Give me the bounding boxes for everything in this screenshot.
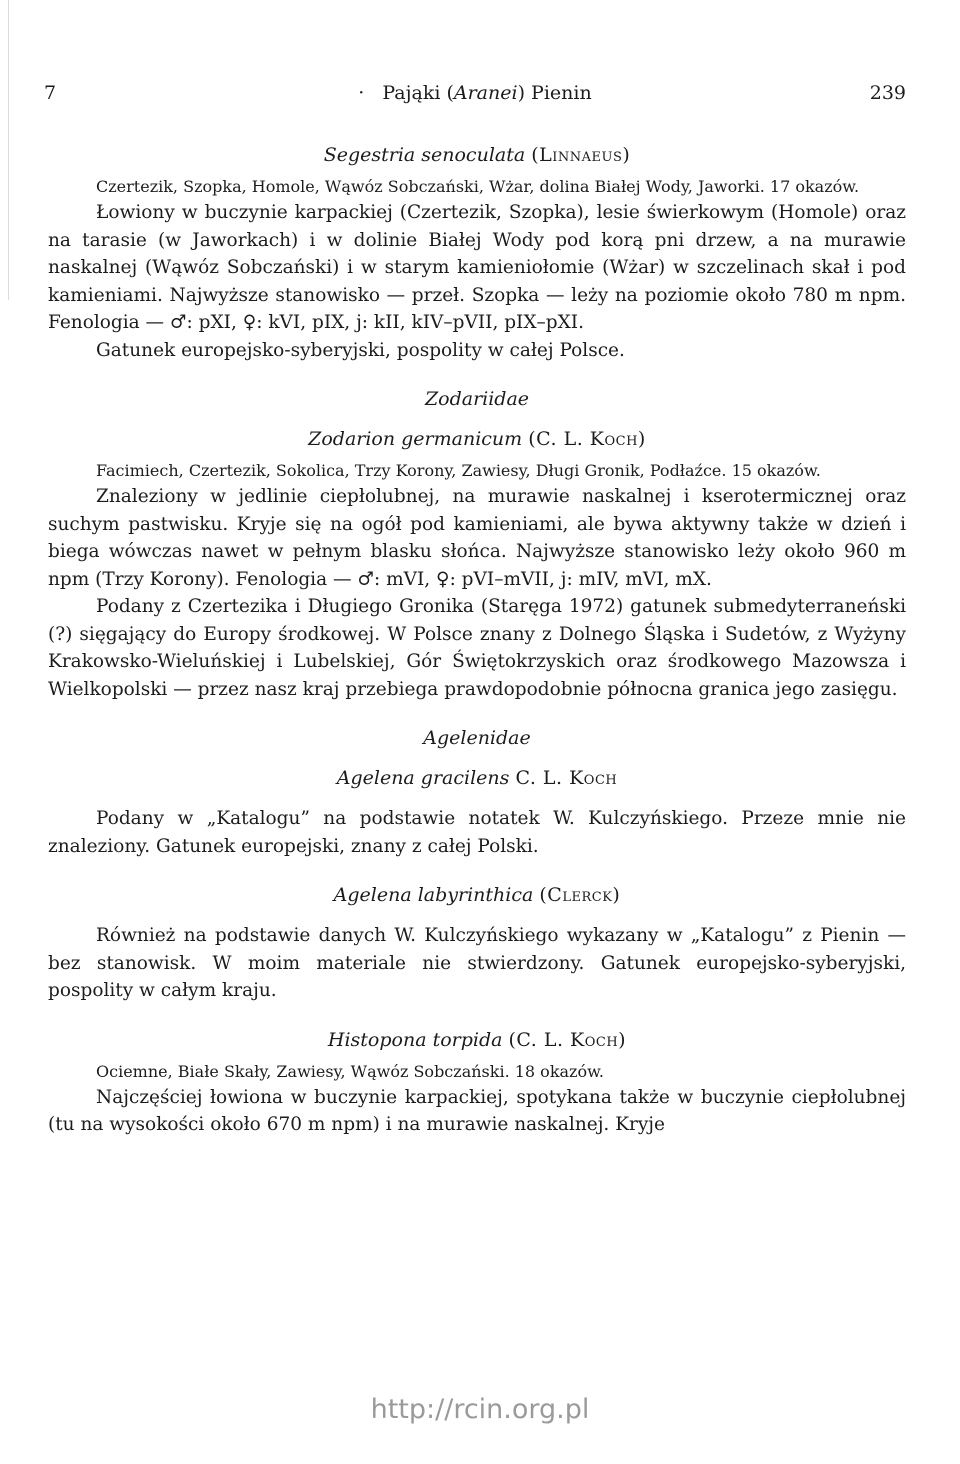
family-heading-zodariidae: Zodariidae [424,388,530,410]
paragraph-histopona: Najczęściej łowiona w buczynie karpackiej, spotykana także w buczynie ciepłolubnej (tu na wysokości około 670 m npm) i na murawie naskalnej. Kryje [48,1086,906,1135]
species-author: (Clerck) [539,884,621,906]
article-body [48,142,906,1139]
paragraph-zodarion-1: Znaleziony w jedlinie ciepłolubnej, na murawie naskalnej i kserotermicznej oraz suchym pastwisku. Kryje się na ogół pod kamieniami, ale bywa aktywny także w dzień i biega wówczas nawet w pełnym blasku słońca. Najwyższe stanowisko leży około 960 m npm (Trzy Korony). Fenologia — ♂: mVI, ♀: pVI–mVII, j: mIV, mVI, mX. [48,486,906,590]
species-name: Zodarion germanicum [308,428,523,450]
species-heading-zodarion [48,426,906,452]
species-author: (C. L. Koch) [508,1028,627,1051]
family-heading-agelenidae: Agelenidae [423,727,531,749]
localities-histopona: Ociemne, Białe Skały, Zawiesy, Wąwóz Sobczański. 18 okazów. [96,1061,604,1081]
paragraph-zodarion-2: Podany z Czertezika i Długiego Gronika (Staręga 1972) gatunek submedyterraneński (?) sięgający do Europy środkowej. W Polsce znany z Dolnego Śląska i Sudetów, z Wyżyny Krakowsko-Wieluńskiej i Lubelskiej, Gór Świętokrzyskich oraz środkowego Mazowsza i Wielkopolski — przez nasz kraj przebiega prawdopodobnie północna granica jego zasięgu. [48,596,906,700]
left-page-mark: 7 [44,82,57,104]
paragraph-agelena-gracilens: Podany w „Katalogu” na podstawie notatek W. Kulczyńskiego. Przeze mnie nie znaleziony. Gatunek europejski, znany z całej Polski. [48,808,906,857]
species-name: Agelena gracilens [336,767,510,789]
scan-edge [8,0,9,300]
species-author: C. L. Koch [515,767,618,789]
species-name: Segestria senoculata [323,144,526,166]
title-suffix: ) Pienin [517,82,592,104]
species-author: (C. L. Koch) [528,428,646,450]
paragraph-segestria-2: Gatunek europejsko-syberyjski, pospolity w całej Polsce. [96,339,625,361]
source-url-watermark[interactable]: http://rcin.org.pl [370,1394,590,1425]
localities-segestria: Czertezik, Szopka, Homole, Wąwóz Sobczański, Wżar, dolina Białej Wody, Jaworki. 17 okazów. [96,177,860,196]
paragraph-agelena-labyrinthica: Również na podstawie danych W. Kulczyńskiego wykazany w „Katalogu” z Pienin — bez stanowisk. W moim materiale nie stwierdzony. Gatunek europejsko-syberyjski, pospolity w całym kraju. [48,925,906,1001]
species-heading-agelena-labyrinthica [48,882,906,908]
header-dot: · [358,82,365,104]
running-title [44,82,906,104]
species-heading-segestria [48,142,906,168]
title-prefix: Pająki ( [382,82,454,104]
species-author: (Linnaeus) [531,144,631,166]
species-heading-agelena-gracilens [48,765,906,791]
paragraph-segestria-1: Łowiony w buczynie karpackiej (Czertezik, Szopka), lesie świerkowym (Homole) oraz na tarasie (w Jaworkach) i w dolinie Białej Wody pod korą pni drzew, a na murawie naskalnej (Wąwóz Sobczański) i w starym kamieniołomie (Wżar) w szczelinach skał i pod kamieniami. Najwyższe stanowisko — przeł. Szopka — leży na poziomie około 780 m npm. Fenologia — ♂: pXI, ♀: kVI, pIX, j: kII, kIV–pVII, pIX–pXI. [48,202,906,333]
species-name: Agelena labyrinthica [333,884,534,906]
localities-zodarion: Facimiech, Czertezik, Sokolica, Trzy Korony, Zawiesy, Długi Gronik, Podłaźce. 15 okazów. [96,461,821,480]
species-name: Histopona torpida [327,1028,503,1051]
title-italic: Aranei [453,82,518,104]
page-number: 239 [869,82,906,104]
species-heading-histopona [48,1027,906,1053]
running-head [44,82,906,110]
